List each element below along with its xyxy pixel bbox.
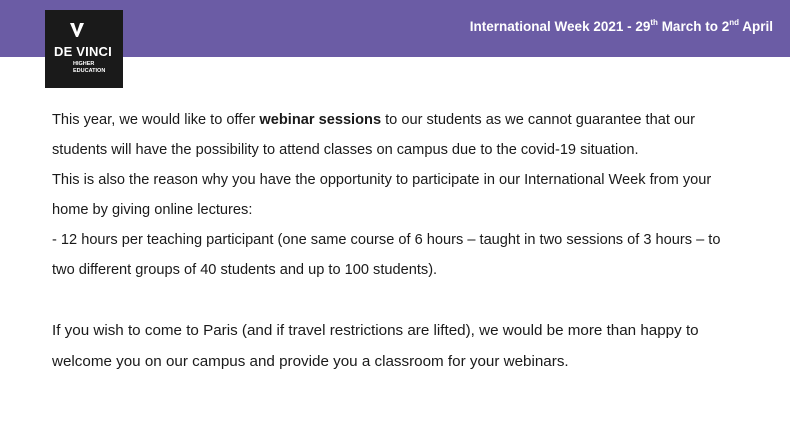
logo-subtitle: HIGHER EDUCATION <box>73 61 106 74</box>
body-line: This year, we would like to offer webinar sessions to our students as we cannot guarantee that our <box>52 112 696 128</box>
slide-title: International Week 2021 - 29th March to 2nd April <box>469 18 773 34</box>
body-line: two different groups of 40 students and up to 100 students). <box>52 262 438 278</box>
paragraph-gap <box>52 285 762 315</box>
body-line: students will have the possibility to attend classes on campus due to the covid-19 situation. <box>52 142 639 158</box>
devinci-v-mark-icon <box>69 22 85 38</box>
emphasis-webinar-sessions: webinar sessions <box>259 112 382 128</box>
body-line: This is also the reason why you have the opportunity to participate in our International Week from your <box>52 172 712 188</box>
body-line: home by giving online lectures: <box>52 202 253 218</box>
body-line: If you wish to come to Paris (and if travel restrictions are lifted), we would be more than happy to <box>52 322 699 339</box>
slide-body <box>52 105 762 377</box>
body-line: - 12 hours per teaching participant (one same course of 6 hours – taught in two sessions of 3 hours – to <box>52 232 721 248</box>
logo-brand-text: DE VINCI <box>54 44 112 59</box>
devinci-logo <box>45 10 123 88</box>
body-line: welcome you on our campus and provide you a classroom for your webinars. <box>52 353 569 370</box>
